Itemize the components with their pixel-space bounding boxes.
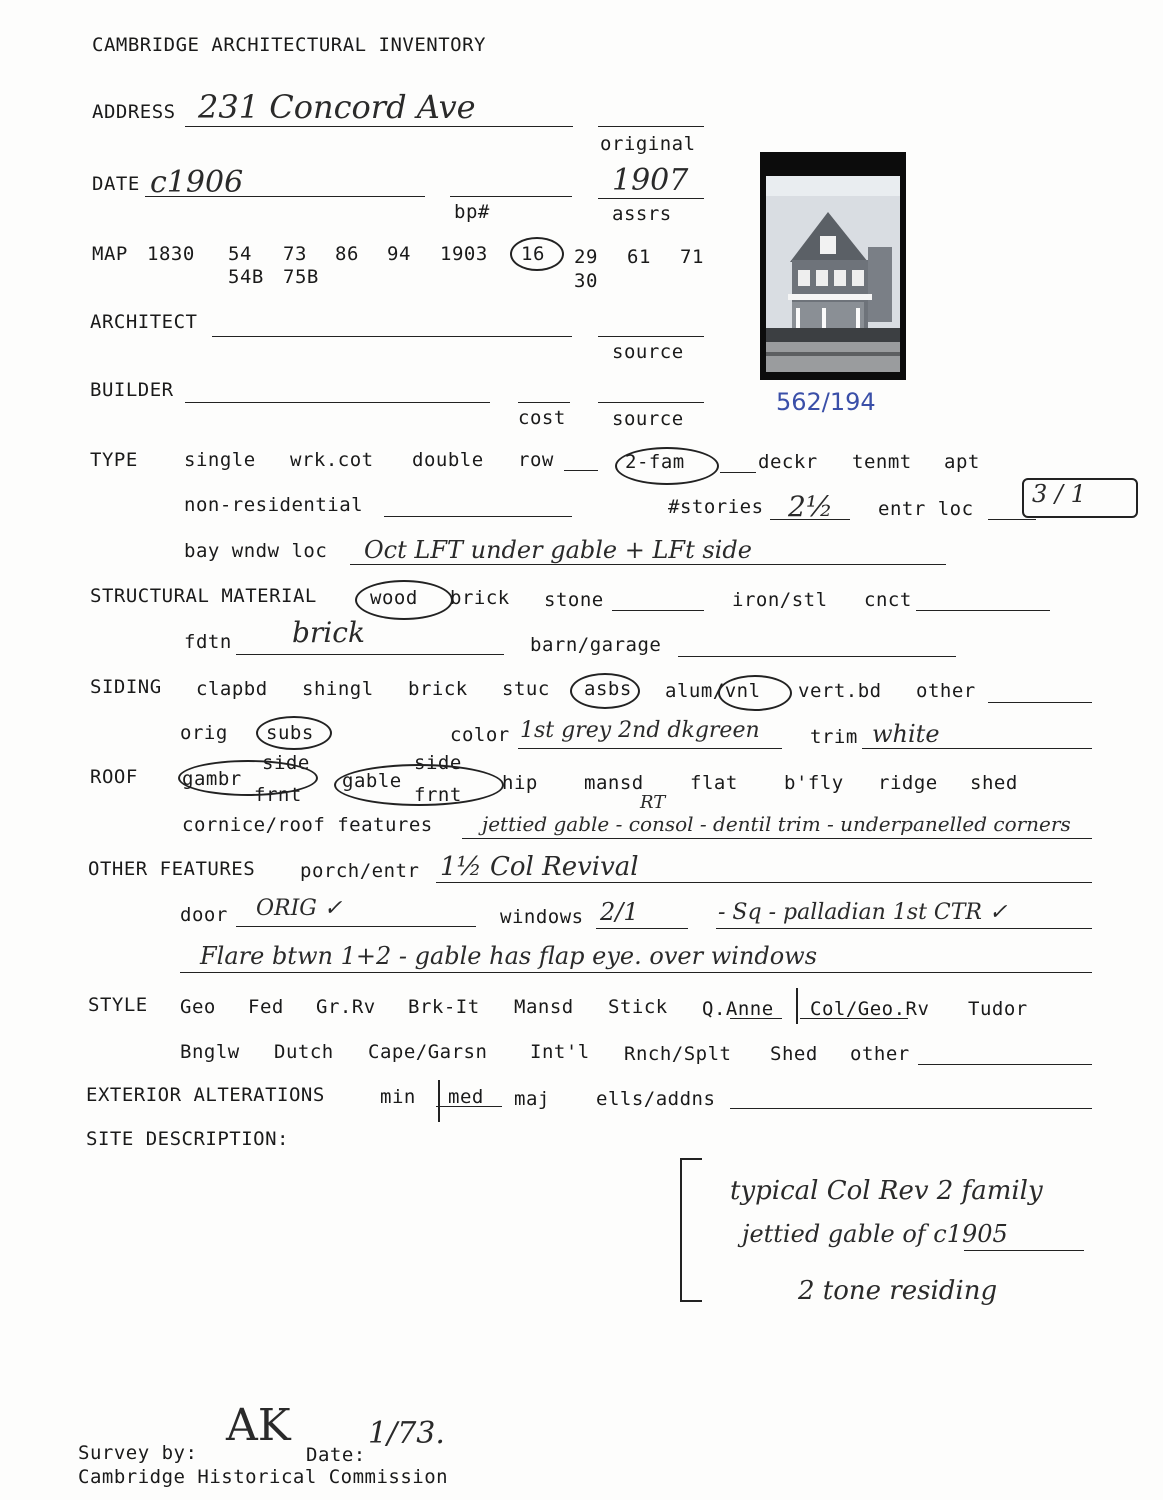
style-option: Q.Anne [702, 998, 774, 1020]
circle-mark [334, 764, 504, 806]
subs-circled: subs [266, 722, 314, 744]
fdtn-line [236, 654, 504, 655]
fam-line [720, 472, 756, 473]
bay-value: Oct LFT under gable + LFt side [364, 536, 752, 564]
bracket-mark [680, 1158, 702, 1302]
windows-line [596, 928, 688, 929]
style-option: Rnch/Splt [624, 1043, 732, 1065]
site-note-underline [964, 1250, 1084, 1251]
map-year: 73 [283, 243, 307, 265]
circle-mark [570, 673, 640, 709]
roof-gambr-frnt: frnt [254, 784, 302, 806]
structural-option: brick [450, 587, 510, 609]
other-features-extra-line [180, 972, 1092, 973]
map-year: 61 [627, 246, 651, 268]
style-option: Bnglw [180, 1041, 240, 1063]
style-option: Col/Geo.Rv [810, 998, 930, 1020]
nonres-label: non-residential [184, 494, 364, 516]
cornice-label: cornice/roof features [182, 814, 433, 836]
door-line [236, 926, 476, 927]
assrs-label: assrs [612, 203, 672, 225]
date-label: DATE [92, 173, 140, 195]
map-year-circled: 16 [521, 243, 545, 265]
style-option: Int'l [530, 1041, 590, 1063]
roof-option: b'fly [784, 772, 844, 794]
trim-line [862, 748, 1092, 749]
roof-label: ROOF [90, 766, 138, 788]
style-option: Mansd [514, 996, 574, 1018]
structural-option-circled: wood [370, 587, 418, 609]
map-year: 86 [335, 243, 359, 265]
circle-mark [510, 237, 564, 271]
divider-mark [438, 1080, 440, 1122]
original-date-value: 1907 [612, 163, 689, 198]
type-option: apt [944, 451, 980, 473]
map-year: 75B [283, 266, 319, 288]
stories-line [770, 519, 850, 520]
circle-mark [355, 580, 453, 620]
architect-source-line [598, 336, 704, 337]
original-label: original [600, 133, 696, 155]
map-year: 29 [574, 246, 598, 268]
entr-value: 3 / 1 [1032, 480, 1086, 508]
nonres-line [384, 516, 572, 517]
date-value-footer: 1/73. [368, 1416, 445, 1451]
house-photo [760, 152, 906, 380]
address-value: 231 Concord Ave [198, 88, 476, 126]
color-label: color [450, 724, 510, 746]
porch-line [436, 882, 1092, 883]
barn-line [678, 656, 956, 657]
type-option: deckr [758, 451, 818, 473]
address-label: ADDRESS [92, 101, 176, 123]
roof-option: mansd [584, 772, 644, 794]
photo-caption: 562/194 [776, 388, 876, 416]
style-option: Cape/Garsn [368, 1041, 488, 1063]
survey-label: Survey by: [78, 1442, 198, 1464]
circle-mark [178, 760, 318, 796]
stories-label: #stories [668, 496, 764, 518]
site-note: jettied gable of c1905 [742, 1220, 1008, 1248]
form-title: CAMBRIDGE ARCHITECTURAL INVENTORY [92, 34, 486, 56]
fdtn-value: brick [292, 616, 365, 649]
map-year: 54B [228, 266, 264, 288]
builder-line [185, 402, 490, 403]
roof-option: hip [502, 772, 538, 794]
type-option: double [412, 449, 484, 471]
map-year: 54 [228, 243, 252, 265]
builder-source-label: source [612, 408, 684, 430]
stories-value: 2½ [788, 490, 833, 523]
alterations-option: min [380, 1086, 416, 1108]
structural-option: iron/stl [732, 589, 828, 611]
windows-value: 2/1 [600, 898, 639, 926]
style-option: Dutch [274, 1041, 334, 1063]
alterations-option: med [448, 1086, 484, 1108]
roof-gable-frnt: frnt [414, 784, 462, 806]
structural-option: cnct [864, 589, 912, 611]
roof-option: shed [970, 772, 1018, 794]
siding-option: brick [408, 678, 468, 700]
qanne-underline [730, 1018, 782, 1019]
style-option: Geo [180, 996, 216, 1018]
survey-value: AK [226, 1400, 291, 1451]
roof-option: flat [690, 772, 738, 794]
type-label: TYPE [90, 449, 138, 471]
style-option: Brk-It [408, 996, 480, 1018]
ells-line [730, 1108, 1092, 1109]
roof-gable-side: side [414, 752, 462, 774]
other-features-extra: Flare btwn 1+2 - gable has flap eye. over windows [200, 942, 818, 970]
date-line [145, 196, 425, 197]
bp-line [450, 196, 572, 197]
bp-label: bp# [454, 201, 490, 223]
type-option: tenmt [852, 451, 912, 473]
stone-line [612, 610, 704, 611]
siding-option: alum/vnl [665, 680, 761, 702]
windows-label: windows [500, 906, 584, 928]
siding-option: other [916, 680, 976, 702]
barn-label: barn/garage [530, 634, 662, 656]
siding-option: shingl [302, 678, 374, 700]
style-other-line [918, 1064, 1092, 1065]
door-value: ORIG ✓ [256, 896, 343, 921]
assrs-line [598, 198, 704, 199]
architect-line [212, 336, 572, 337]
windows-extra-line [716, 928, 1092, 929]
cornice-value: jettied gable - consol - dentil trim - underpanelled corners [482, 812, 1071, 836]
row-line [564, 470, 598, 471]
trim-value: white [872, 720, 940, 748]
map-year: 94 [387, 243, 411, 265]
map-year: 1903 [440, 243, 488, 265]
siding-label: SIDING [90, 676, 162, 698]
style-label: STYLE [88, 994, 148, 1016]
style-option: other [850, 1043, 910, 1065]
siding-option: vert.bd [798, 680, 882, 702]
address-line [185, 126, 573, 127]
entr-label: entr loc [878, 498, 974, 520]
type-option: wrk.cot [290, 449, 374, 471]
circle-mark [718, 675, 792, 711]
site-note: typical Col Rev 2 family [730, 1176, 1043, 1206]
med-underline [436, 1106, 502, 1107]
date-label-footer: Date: [306, 1444, 366, 1466]
style-option: Gr.Rv [316, 996, 376, 1018]
cornice-line [462, 838, 1092, 839]
style-option: Stick [608, 996, 668, 1018]
style-option: Tudor [968, 998, 1028, 1020]
roof-gable: gable [342, 770, 402, 792]
cnct-line [916, 610, 1050, 611]
door-label: door [180, 904, 228, 926]
alterations-option: ells/addns [596, 1088, 716, 1110]
siding-option: clapbd [196, 678, 268, 700]
cost-label: cost [518, 407, 566, 429]
builder-source-line [598, 402, 704, 403]
date-value: c1906 [150, 165, 244, 200]
type-option: single [184, 449, 256, 471]
orig-label: orig [180, 722, 228, 744]
alterations-label: EXTERIOR ALTERATIONS [86, 1084, 325, 1106]
circle-mark [256, 716, 332, 750]
colgeo-underline [800, 1018, 908, 1019]
roof-option: ridge [878, 772, 938, 794]
other-line [988, 702, 1092, 703]
architect-source-label: source [612, 341, 684, 363]
fdtn-label: fdtn [184, 631, 232, 653]
trim-label: trim [810, 726, 858, 748]
entr-line [988, 519, 1036, 520]
siding-option-circled: asbs [584, 678, 632, 700]
site-label: SITE DESCRIPTION: [86, 1128, 289, 1150]
map-year: 71 [680, 246, 704, 268]
builder-label: BUILDER [90, 379, 174, 401]
windows-value-extra: - Sq - palladian 1st CTR ✓ [718, 900, 1008, 925]
site-note: 2 tone residing [798, 1276, 998, 1306]
other-features-label: OTHER FEATURES [88, 858, 256, 880]
roof-rt-mark: RT [640, 792, 666, 813]
porch-label: porch/entr [300, 860, 420, 882]
siding-option: stuc [502, 678, 550, 700]
type-option: row [518, 449, 554, 471]
original-line [598, 126, 704, 127]
alterations-option: maj [514, 1088, 550, 1110]
cost-line [518, 402, 570, 403]
circle-mark [615, 447, 719, 485]
structural-label: STRUCTURAL MATERIAL [90, 585, 317, 607]
architect-label: ARCHITECT [90, 311, 198, 333]
bay-label: bay wndw loc [184, 540, 328, 562]
roof-gambr: gambr [182, 768, 242, 790]
structural-option: stone [544, 589, 604, 611]
map-year: 1830 [147, 243, 195, 265]
porch-value: 1½ Col Revival [440, 852, 639, 882]
entr-box [1022, 478, 1138, 518]
roof-gambr-side: side [262, 752, 310, 774]
style-option: Shed [770, 1043, 818, 1065]
color-value: 1st grey 2nd dkgreen [520, 718, 760, 743]
map-label: MAP [92, 243, 128, 265]
divider-mark [796, 988, 798, 1024]
map-year: 30 [574, 270, 598, 292]
type-option-circled: 2-fam [625, 451, 685, 473]
bay-line [350, 564, 946, 565]
color-line [518, 748, 782, 749]
style-option: Fed [248, 996, 284, 1018]
commission-label: Cambridge Historical Commission [78, 1466, 449, 1488]
